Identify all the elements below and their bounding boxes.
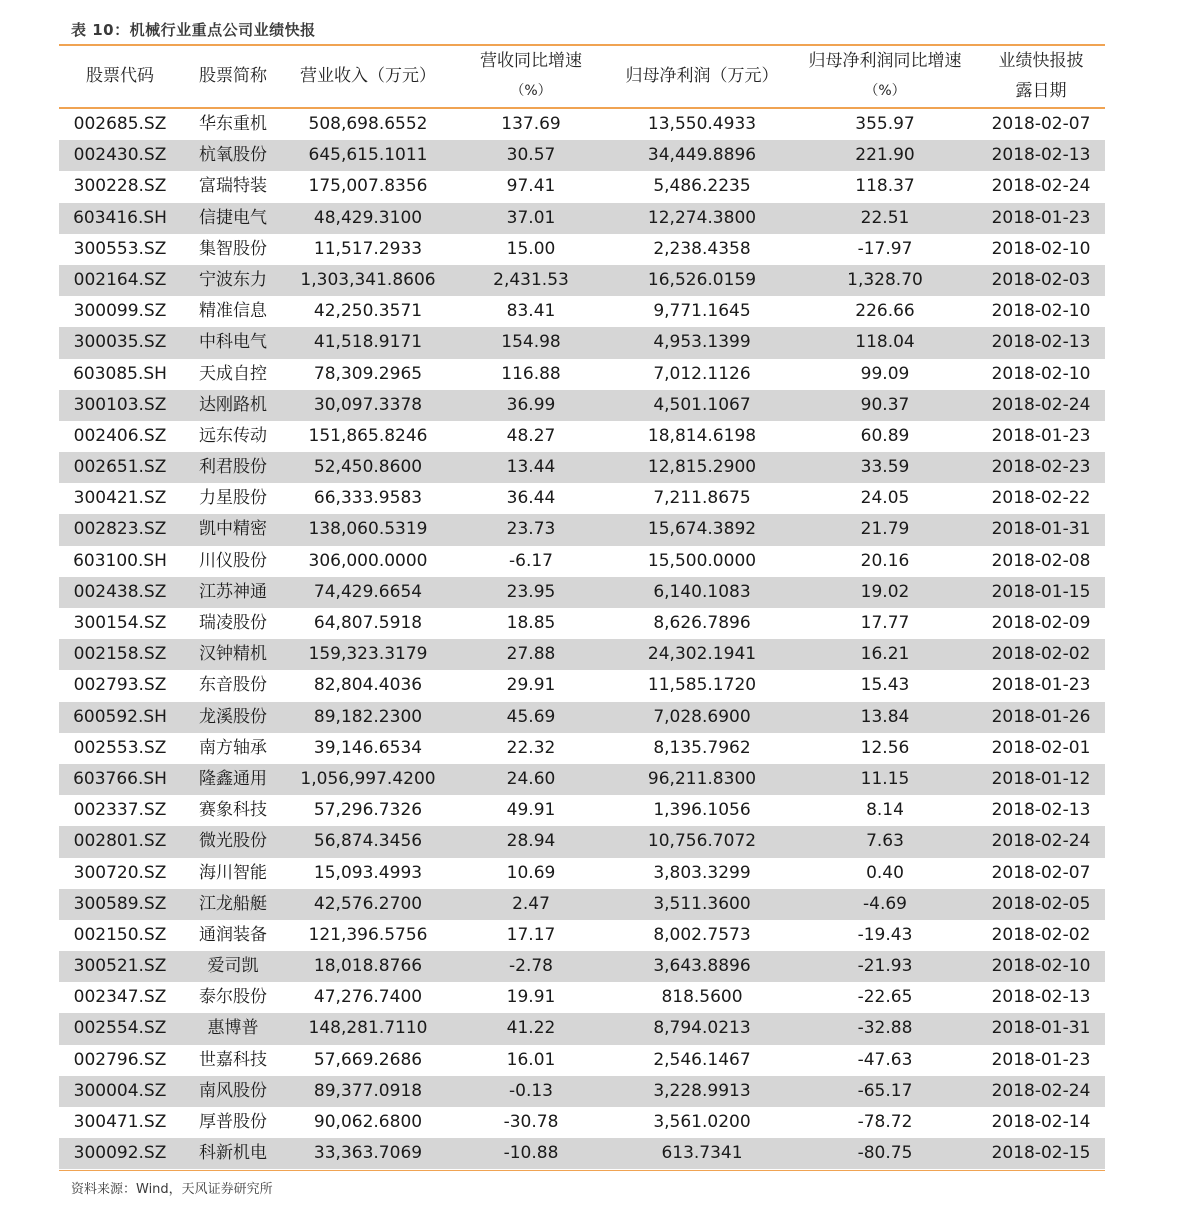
cell-stock-code: 300471.SZ [73,1112,167,1132]
cell-net-profit: 7,012.1126 [653,363,751,384]
table-row [59,483,1105,514]
cell-report-date: 2018-02-01 [991,737,1091,758]
cell-revenue: 89,377.0918 [313,1080,423,1101]
table-row [59,140,1105,171]
cell-stock-name: 惠博普 [207,1018,259,1039]
cell-stock-code: 600592.SH [73,706,167,727]
cell-stock-code: 002796.SZ [73,1049,167,1070]
cell-report-date: 2018-01-12 [991,768,1091,789]
cell-net-profit: 3,803.3299 [653,862,751,883]
cell-revenue-growth: 18.85 [506,613,556,633]
cell-stock-code: 300228.SZ [73,176,167,197]
cell-revenue: 151,865.8246 [308,425,428,446]
cell-net-profit-growth: -19.43 [857,924,913,945]
cell-revenue: 42,576.2700 [313,893,423,914]
cell-net-profit: 613.7341 [661,1143,743,1164]
cell-net-profit-growth: -78.72 [857,1112,913,1132]
header-label: 股票简称 [199,66,267,86]
cell-revenue-growth: 41.22 [506,1018,556,1039]
cell-stock-name: 泰尔股份 [199,987,267,1008]
cell-stock-name: 川仪股份 [199,550,267,571]
cell-revenue-growth: 49.91 [506,800,556,821]
cell-net-profit: 12,815.2900 [647,457,757,478]
cell-net-profit-growth: -17.97 [857,238,913,259]
cell-net-profit-growth: 22.51 [860,207,910,228]
cell-report-date: 2018-02-05 [991,893,1091,914]
cell-revenue-growth: -30.78 [503,1112,559,1132]
cell-report-date: 2018-02-07 [991,862,1091,883]
cell-net-profit: 3,511.3600 [653,893,751,914]
cell-revenue-growth: 29.91 [506,675,556,696]
cell-net-profit-growth: 226.66 [855,301,915,322]
cell-revenue-growth: -0.13 [509,1080,553,1101]
cell-stock-code: 300720.SZ [73,862,167,883]
cell-revenue: 148,281.7110 [308,1018,428,1039]
cell-net-profit-growth: 355.97 [855,114,915,134]
table-row [59,234,1105,265]
header-net-profit-growth [793,46,977,106]
cell-stock-code: 603100.SH [73,550,167,571]
cell-revenue-growth: 37.01 [506,207,556,228]
cell-report-date: 2018-02-08 [991,550,1091,571]
table-row [59,764,1105,795]
cell-stock-code: 300421.SZ [73,488,167,509]
cell-revenue: 57,669.2686 [313,1049,423,1070]
cell-stock-name: 天成自控 [199,363,267,384]
header-label: 归母净利润（万元） [625,66,779,86]
table-caption: 表 10：机械行业重点公司业绩快报 [71,21,316,39]
cell-stock-code: 300521.SZ [73,956,167,977]
cell-stock-code: 002554.SZ [73,1018,167,1039]
cell-net-profit: 8,135.7962 [653,737,751,758]
cell-revenue: 57,296.7326 [313,800,423,821]
cell-stock-name: 凯中精密 [199,519,267,540]
table-body [59,109,1105,1169]
cell-net-profit-growth: 1,328.70 [847,269,923,290]
cell-net-profit-growth: -65.17 [857,1080,913,1101]
header-revenue [285,46,451,106]
cell-revenue-growth: 23.95 [506,581,556,602]
cell-stock-name: 汉钟精机 [199,644,267,665]
cell-net-profit: 11,585.1720 [647,675,757,696]
cell-net-profit-growth: -32.88 [857,1018,913,1039]
cell-net-profit: 3,561.0200 [653,1112,751,1132]
cell-report-date: 2018-02-09 [991,613,1091,633]
cell-stock-code: 300092.SZ [73,1143,167,1164]
cell-net-profit: 3,228.9913 [653,1080,751,1101]
header-revenue-growth [451,46,611,106]
table-row [59,577,1105,608]
cell-stock-name: 爱司凯 [207,956,259,977]
cell-stock-name: 中科电气 [199,332,267,353]
cell-revenue-growth: -2.78 [509,956,553,977]
cell-stock-code: 300553.SZ [73,238,167,259]
cell-net-profit-growth: 24.05 [860,488,910,509]
cell-report-date: 2018-02-10 [991,301,1091,322]
cell-net-profit: 8,794.0213 [653,1018,751,1039]
table-row [59,951,1105,982]
cell-report-date: 2018-01-15 [991,581,1091,602]
cell-revenue: 52,450.8600 [313,457,423,478]
cell-net-profit-growth: 13.84 [860,706,910,727]
cell-net-profit-growth: 21.79 [860,519,910,540]
cell-net-profit-growth: 19.02 [860,581,910,602]
cell-revenue: 1,303,341.8606 [300,269,436,290]
cell-revenue: 47,276.7400 [313,987,423,1008]
cell-revenue: 306,000.0000 [308,550,428,571]
cell-net-profit-growth: 118.37 [855,176,915,197]
cell-stock-code: 002430.SZ [73,145,167,166]
cell-revenue: 645,615.1011 [308,145,428,166]
header-label: 归母净利润同比增速 [808,51,962,71]
cell-revenue: 41,518.9171 [313,332,423,353]
cell-revenue: 64,807.5918 [313,613,423,633]
table-row [59,982,1105,1013]
cell-net-profit-growth: 12.56 [860,737,910,758]
cell-net-profit-growth: 33.59 [860,457,910,478]
cell-net-profit-growth: 0.40 [866,862,904,883]
cell-revenue: 175,007.8356 [308,176,428,197]
cell-stock-name: 远东传动 [199,425,267,446]
cell-revenue: 11,517.2933 [313,238,423,259]
cell-revenue-growth: 97.41 [506,176,556,197]
cell-stock-name: 信捷电气 [199,207,267,228]
cell-revenue-growth: 36.44 [506,488,556,509]
cell-revenue-growth: 24.60 [506,768,556,789]
cell-report-date: 2018-02-24 [991,176,1091,197]
cell-stock-code: 002438.SZ [73,581,167,602]
cell-stock-code: 300154.SZ [73,613,167,633]
table-row [59,203,1105,234]
header-label: 营业收入（万元） [300,66,436,86]
cell-stock-code: 002337.SZ [73,800,167,821]
table-row [59,452,1105,483]
cell-report-date: 2018-02-14 [991,1112,1091,1132]
cell-stock-code: 603416.SH [73,207,167,228]
cell-stock-name: 江龙船艇 [199,893,267,914]
cell-net-profit: 3,643.8896 [653,956,751,977]
cell-revenue-growth: 19.91 [506,987,556,1008]
cell-revenue: 78,309.2965 [313,363,423,384]
cell-revenue-growth: 22.32 [506,737,556,758]
table-row [59,670,1105,701]
cell-net-profit: 8,626.7896 [653,613,751,633]
cell-stock-name: 精准信息 [199,301,267,322]
cell-net-profit: 5,486.2235 [653,176,751,197]
cell-report-date: 2018-02-13 [991,332,1091,353]
cell-report-date: 2018-02-22 [991,488,1091,509]
cell-net-profit: 12,274.3800 [647,207,757,228]
cell-report-date: 2018-02-24 [991,1080,1091,1101]
cell-revenue: 1,056,997.4200 [300,768,436,789]
cell-net-profit-growth: -47.63 [857,1049,913,1070]
cell-stock-code: 300589.SZ [73,893,167,914]
cell-revenue-growth: -10.88 [503,1143,559,1164]
table-row [59,920,1105,951]
cell-revenue: 74,429.6654 [313,581,423,602]
table-row [59,327,1105,358]
cell-revenue-growth: 2.47 [512,893,550,914]
cell-stock-code: 603766.SH [73,768,167,789]
table-row [59,1107,1105,1138]
cell-report-date: 2018-01-23 [991,675,1091,696]
cell-report-date: 2018-01-23 [991,425,1091,446]
cell-revenue-growth: 116.88 [501,363,561,384]
cell-revenue-growth: 15.00 [506,238,556,259]
cell-net-profit-growth: 99.09 [860,363,910,384]
header-label: 股票代码 [86,66,154,86]
cell-net-profit: 9,771.1645 [653,301,751,322]
table-row [59,546,1105,577]
header-label: 业绩快报披 [998,51,1084,71]
cell-net-profit: 15,500.0000 [647,550,757,571]
cell-net-profit-growth: 20.16 [860,550,910,571]
cell-revenue: 42,250.3571 [313,301,423,322]
cell-report-date: 2018-01-31 [991,519,1091,540]
cell-report-date: 2018-01-26 [991,706,1091,727]
table-row [59,1076,1105,1107]
cell-revenue: 39,146.6534 [313,737,423,758]
cell-stock-name: 世嘉科技 [199,1049,267,1070]
cell-stock-name: 杭氧股份 [199,145,267,166]
header-label-2: 露日期 [1015,81,1067,101]
cell-stock-code: 300099.SZ [73,301,167,322]
cell-report-date: 2018-01-31 [991,1018,1091,1039]
cell-stock-code: 002651.SZ [73,457,167,478]
cell-revenue-growth: 36.99 [506,394,556,415]
cell-report-date: 2018-02-24 [991,394,1091,415]
table-row [59,359,1105,390]
cell-net-profit: 7,028.6900 [653,706,751,727]
header-stock-code [59,46,181,106]
cell-net-profit: 34,449.8896 [647,145,757,166]
cell-stock-code: 002685.SZ [73,114,167,134]
table-row [59,858,1105,889]
cell-stock-code: 002164.SZ [73,269,167,290]
cell-revenue-growth: 27.88 [506,644,556,665]
cell-report-date: 2018-02-10 [991,363,1091,384]
cell-report-date: 2018-02-03 [991,269,1091,290]
cell-stock-name: 厚普股份 [199,1112,267,1132]
header-stock-name [181,46,285,106]
cell-revenue-growth: 30.57 [506,145,556,166]
table-row [59,109,1105,140]
header-net-profit [611,46,793,106]
cell-net-profit: 818.5600 [661,987,743,1008]
cell-net-profit-growth: -22.65 [857,987,913,1008]
cell-revenue: 15,093.4993 [313,862,423,883]
cell-net-profit: 2,546.1467 [653,1049,751,1070]
cell-net-profit-growth: 11.15 [860,768,910,789]
cell-stock-name: 东音股份 [199,675,267,696]
table-row [59,702,1105,733]
cell-revenue: 18,018.8766 [313,956,423,977]
cell-revenue: 90,062.6800 [313,1112,423,1132]
cell-net-profit-growth: 221.90 [855,145,915,166]
table-row [59,733,1105,764]
cell-stock-code: 300103.SZ [73,394,167,415]
cell-report-date: 2018-02-02 [991,924,1091,945]
table-row [59,889,1105,920]
cell-report-date: 2018-02-13 [991,145,1091,166]
table-row [59,1045,1105,1076]
cell-net-profit-growth: 7.63 [866,831,904,852]
cell-net-profit: 6,140.1083 [653,581,751,602]
cell-net-profit: 2,238.4358 [653,238,751,259]
cell-net-profit-growth: 8.14 [866,800,904,821]
cell-net-profit: 4,501.1067 [653,394,751,415]
cell-stock-code: 002406.SZ [73,425,167,446]
table-row [59,608,1105,639]
cell-stock-name: 利君股份 [199,457,267,478]
cell-revenue: 138,060.5319 [308,519,428,540]
cell-revenue: 30,097.3378 [313,394,423,415]
source-note: 资料来源：Wind，天风证券研究所 [71,1182,273,1197]
cell-report-date: 2018-01-23 [991,1049,1091,1070]
cell-stock-name: 华东重机 [199,114,267,134]
table-row [59,1138,1105,1169]
cell-revenue: 56,874.3456 [313,831,423,852]
cell-stock-name: 力星股份 [199,488,267,509]
cell-revenue: 89,182.2300 [313,706,423,727]
cell-stock-name: 富瑞特装 [199,176,267,197]
cell-stock-code: 002553.SZ [73,737,167,758]
cell-revenue-growth: 48.27 [506,425,556,446]
cell-revenue: 33,363.7069 [313,1143,423,1164]
cell-stock-name: 通润装备 [199,924,267,945]
cell-stock-code: 300035.SZ [73,332,167,353]
table-header [59,46,1105,106]
cell-stock-name: 南方轴承 [199,737,267,758]
cell-stock-code: 002158.SZ [73,644,167,665]
cell-stock-name: 南风股份 [199,1080,267,1101]
cell-report-date: 2018-02-02 [991,644,1091,665]
cell-net-profit-growth: 17.77 [860,613,910,633]
cell-stock-code: 002347.SZ [73,987,167,1008]
cell-net-profit-growth: 118.04 [855,332,915,353]
table-row [59,296,1105,327]
table-row [59,421,1105,452]
cell-net-profit: 96,211.8300 [647,768,757,789]
cell-revenue: 48,429.3100 [313,207,423,228]
cell-report-date: 2018-02-15 [991,1143,1091,1164]
cell-report-date: 2018-02-23 [991,457,1091,478]
cell-revenue-growth: 45.69 [506,706,556,727]
cell-net-profit: 10,756.7072 [647,831,757,852]
cell-net-profit: 15,674.3892 [647,519,757,540]
cell-stock-code: 603085.SH [73,363,167,384]
cell-net-profit: 16,526.0159 [647,269,757,290]
cell-stock-name: 海川智能 [199,862,267,883]
cell-net-profit-growth: 60.89 [860,425,910,446]
cell-stock-name: 达刚路机 [199,394,267,415]
cell-revenue: 159,323.3179 [308,644,428,665]
cell-stock-name: 赛象科技 [199,800,267,821]
cell-report-date: 2018-02-13 [991,987,1091,1008]
cell-net-profit-growth: 16.21 [860,644,910,665]
cell-report-date: 2018-01-23 [991,207,1091,228]
cell-revenue-growth: 17.17 [506,924,556,945]
cell-stock-name: 科新机电 [199,1143,267,1164]
table-row [59,639,1105,670]
cell-net-profit-growth: -4.69 [863,893,907,914]
cell-stock-name: 江苏神通 [199,581,267,602]
cell-stock-name: 微光股份 [199,831,267,852]
cell-report-date: 2018-02-13 [991,800,1091,821]
header-unit: （%） [510,83,552,99]
cell-revenue-growth: 23.73 [506,519,556,540]
cell-revenue-growth: 154.98 [501,332,561,353]
cell-net-profit-growth: -80.75 [857,1143,913,1164]
cell-stock-name: 集智股份 [199,238,267,259]
cell-stock-name: 隆鑫通用 [199,768,267,789]
cell-revenue-growth: 137.69 [501,114,561,134]
cell-revenue: 82,804.4036 [313,675,423,696]
cell-net-profit: 24,302.1941 [647,644,757,665]
cell-revenue-growth: 2,431.53 [493,269,569,290]
cell-net-profit: 1,396.1056 [653,800,751,821]
cell-report-date: 2018-02-10 [991,238,1091,259]
cell-revenue-growth: 13.44 [506,457,556,478]
cell-net-profit: 4,953.1399 [653,332,751,353]
cell-revenue: 121,396.5756 [308,924,428,945]
cell-stock-code: 002823.SZ [73,519,167,540]
cell-stock-code: 300004.SZ [73,1080,167,1101]
cell-net-profit-growth: 15.43 [860,675,910,696]
cell-net-profit: 18,814.6198 [647,425,757,446]
table-row [59,1013,1105,1044]
cell-report-date: 2018-02-24 [991,831,1091,852]
cell-stock-code: 002793.SZ [73,675,167,696]
cell-stock-code: 002150.SZ [73,924,167,945]
cell-stock-name: 龙溪股份 [199,706,267,727]
cell-net-profit: 7,211.8675 [653,488,751,509]
table-row [59,390,1105,421]
cell-revenue: 66,333.9583 [313,488,423,509]
table-row [59,514,1105,545]
cell-report-date: 2018-02-10 [991,956,1091,977]
cell-net-profit: 13,550.4933 [647,114,757,134]
cell-revenue-growth: 16.01 [506,1049,556,1070]
cell-revenue: 508,698.6552 [308,114,428,134]
header-label: 营收同比增速 [480,51,582,71]
cell-net-profit-growth: 90.37 [860,394,910,415]
cell-net-profit-growth: -21.93 [857,956,913,977]
cell-revenue-growth: -6.17 [509,550,553,571]
table-row [59,171,1105,202]
header-report-date [977,46,1105,106]
cell-stock-name: 宁波东力 [199,269,267,290]
cell-revenue-growth: 83.41 [506,301,556,322]
header-unit: （%） [864,83,906,99]
cell-stock-name: 瑞凌股份 [199,613,267,633]
table-bottom-rule [59,1170,1105,1171]
cell-net-profit: 8,002.7573 [653,924,751,945]
table-row [59,265,1105,296]
table-row [59,795,1105,826]
cell-report-date: 2018-02-07 [991,114,1091,134]
cell-stock-code: 002801.SZ [73,831,167,852]
cell-revenue-growth: 10.69 [506,862,556,883]
cell-revenue-growth: 28.94 [506,831,556,852]
table-row [59,826,1105,857]
